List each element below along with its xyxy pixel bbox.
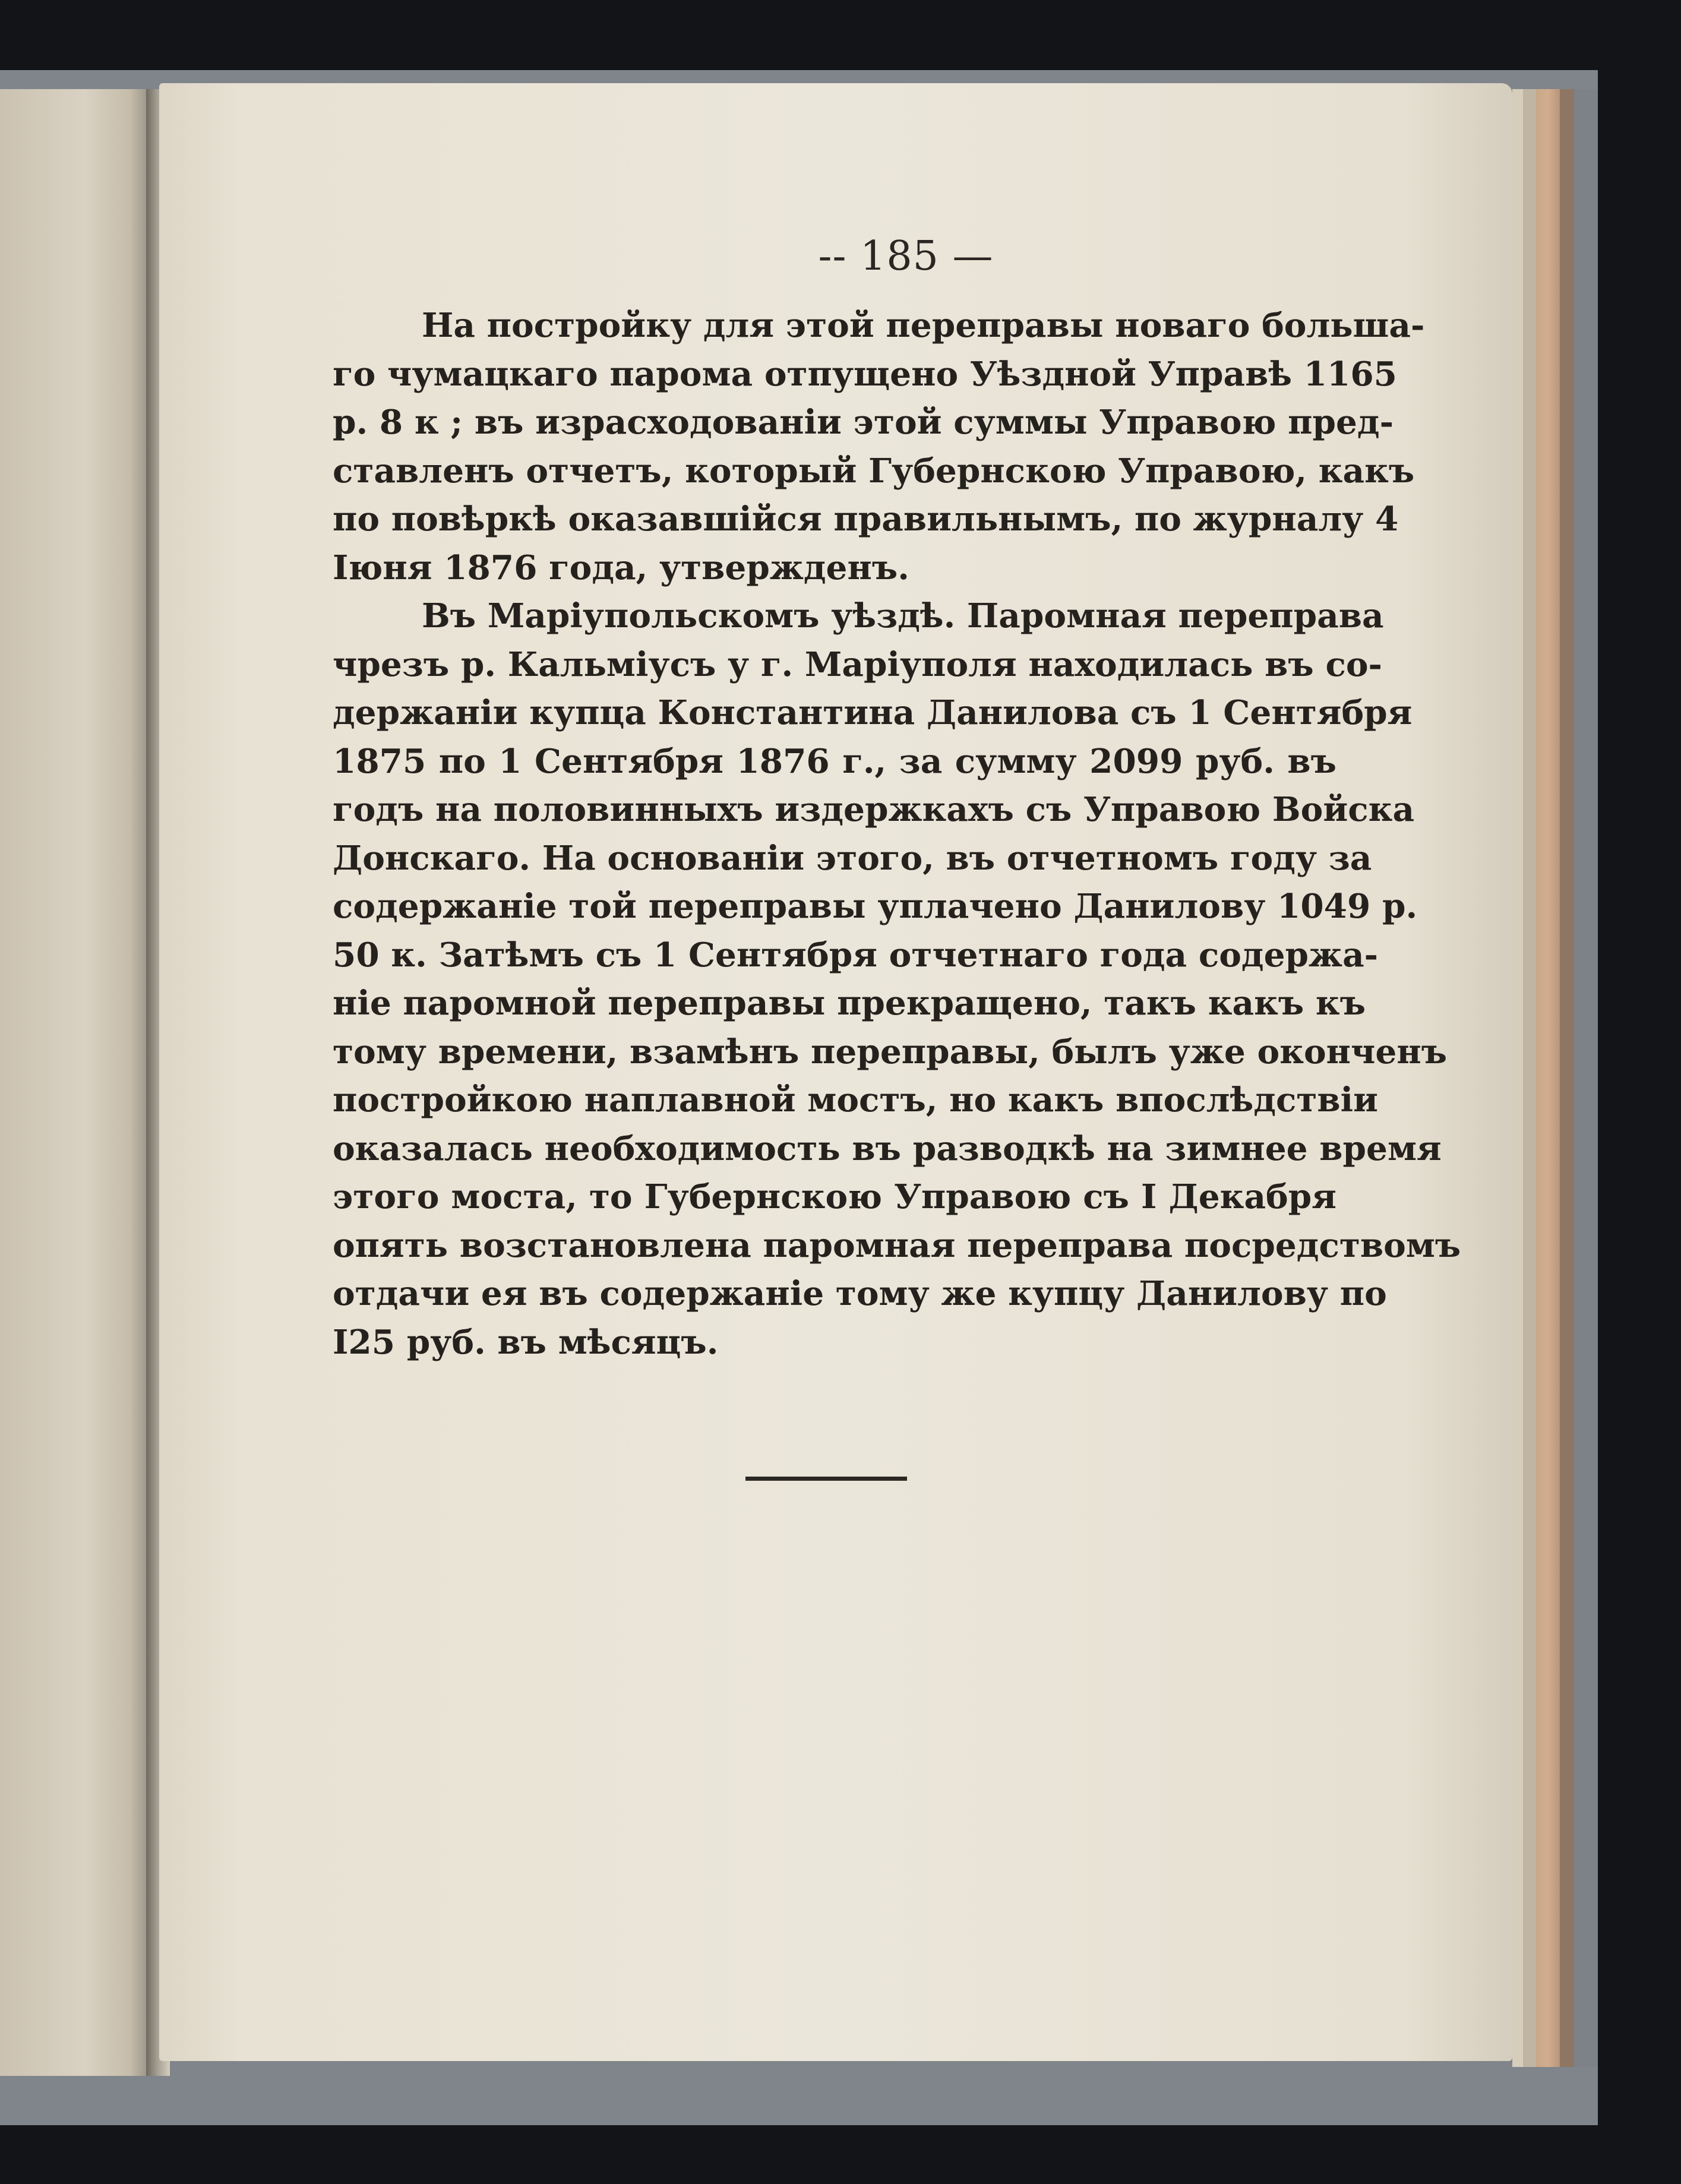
- text-line: I25 руб. въ мѣсяцъ.: [333, 1322, 719, 1362]
- text-line: постройкою наплавной мостъ, но какъ впослѣдствiи: [333, 1080, 1379, 1120]
- text-line: тому времени, взамѣнъ переправы, былъ уже оконченъ: [333, 1032, 1448, 1072]
- text-line: р. 8 к ; въ израсходованiи этой суммы Управою пред-: [333, 403, 1394, 442]
- cover-edge: [1574, 89, 1598, 2067]
- text-line: оказалась необходимость въ разводкѣ на зимнее время: [333, 1129, 1442, 1168]
- section-rule: [745, 1477, 907, 1481]
- text-line: содержанiе той переправы уплачено Данилову 1049 р.: [333, 887, 1418, 926]
- text-line: этого моста, то Губернскою Управою съ I Декабря: [333, 1177, 1336, 1216]
- text-line: ставленъ отчетъ, который Губернскою Управою, какъ: [333, 451, 1415, 491]
- text-line: отдачи ея въ содержанiе тому же купцу Данилову по: [333, 1274, 1387, 1313]
- page-edge: [1512, 89, 1523, 2067]
- text-line: годъ на половинныхъ издержкахъ съ Управою Войска: [333, 790, 1415, 829]
- text-line: 50 к. Затѣмъ съ 1 Сентября отчетнаго года содержа-: [333, 935, 1379, 975]
- page-edge: [1536, 89, 1560, 2067]
- body-text: [333, 302, 1461, 1367]
- text-line: На постройку для этой переправы новаго большa-: [422, 306, 1425, 345]
- text-line: держанiи купца Константина Данилова съ 1 Сентября: [333, 693, 1413, 732]
- text-line: нiе паромной переправы прекращено, такъ какъ къ: [333, 984, 1366, 1023]
- left-page-edge: [0, 89, 153, 2076]
- text-line: Донскаго. На основанiи этого, въ отчетномъ году за: [333, 838, 1372, 878]
- page-edge: [1560, 89, 1574, 2067]
- page-edge: [1523, 89, 1536, 2067]
- text-line: Въ Марiупольскомъ уѣздѣ. Паромная переправа: [422, 596, 1384, 636]
- text-line: 1875 по 1 Сентября 1876 г., за сумму 2099 руб. въ: [333, 741, 1336, 781]
- text-line: Iюня 1876 года, утвержденъ.: [333, 548, 909, 587]
- text-line: чрезъ р. Кальмiусъ у г. Марiуполя находилась въ со-: [333, 644, 1382, 684]
- text-line: по повѣркѣ оказавшiйся правильнымъ, по журналу 4: [333, 500, 1399, 539]
- page-number-text: -- 185 —: [818, 233, 994, 280]
- text-line: го чумацкаго парома отпущено Уѣздной Управѣ 1165: [333, 354, 1397, 394]
- page-number: [0, 233, 1681, 280]
- text-line: опять возстановлена паромная переправа посредствомъ: [333, 1225, 1461, 1265]
